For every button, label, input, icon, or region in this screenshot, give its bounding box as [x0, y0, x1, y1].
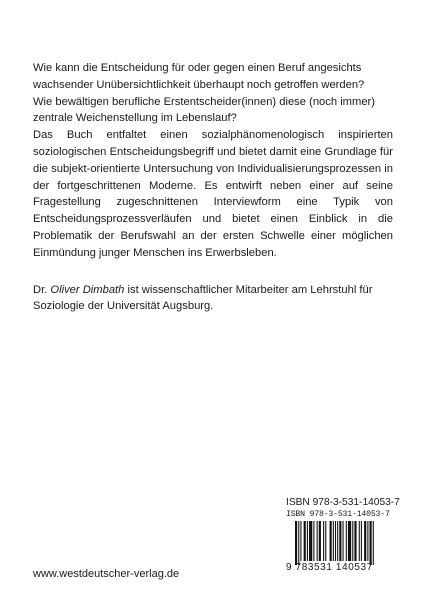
barcode-bar — [359, 521, 360, 561]
barcode-bar — [319, 521, 321, 561]
barcode-bar — [304, 521, 306, 561]
question-2: Wie bewältigen berufliche Erstentscheider(innen) diese (noch immer) zentrale Weichenstellung im Lebenslauf? — [33, 95, 375, 125]
barcode-bar — [298, 521, 299, 565]
barcode-bar — [370, 521, 372, 565]
barcode-bar — [335, 521, 336, 561]
barcode-bar — [343, 521, 344, 561]
barcode-bar — [373, 521, 374, 565]
barcode-bar — [339, 521, 341, 561]
barcode-bar — [325, 521, 326, 561]
author-prefix: Dr. — [33, 283, 51, 296]
blurb — [33, 60, 393, 315]
barcode-bar — [337, 521, 338, 561]
barcode-bar — [333, 521, 334, 561]
author-bio — [33, 282, 393, 316]
book-description: Das Buch entfaltet einen sozialphänomenologisch inspirierten soziologischen Entscheidungsbegriff und bietet damit eine Grundlage für die subjekt-orientierte Untersuchung von Individualisierungsprozessen in der fortgeschrittenen Moderne. Es entwirft neben einer auf seine Fragestellung zugeschnittenen Interviewform eine Typik von Entscheidungsprozessverläufen und bietet einen Einblick in die Problematik der Berufswahl an der ersten Schwelle einer möglichen Einmündung junger Menschen ins Erwerbsleben. — [33, 129, 393, 259]
barcode-digits: 9 783531 140537 — [286, 562, 373, 573]
barcode-bar — [354, 521, 356, 561]
barcode-bar — [300, 521, 301, 561]
barcode-bar — [323, 521, 324, 561]
author-bio-text: ist wissenschaftlicher Mitarbeiter am Lehrstuhl für Soziologie der Universität Augsburg. — [33, 283, 373, 313]
barcode-bar — [330, 521, 332, 561]
barcode-bar — [352, 521, 353, 561]
barcode-bar — [364, 521, 366, 561]
barcode-bar — [346, 521, 347, 561]
author-name: Oliver Dimbath — [50, 283, 125, 296]
barcode-bar — [309, 521, 312, 561]
question-1: Wie kann die Entscheidung für oder gegen einen Beruf angesichts wachsender Unübersichtlichkeit überhaupt noch getroffen werden? — [33, 62, 365, 91]
barcode-bar — [361, 521, 362, 561]
barcode-icon — [286, 521, 398, 567]
barcode-bar — [313, 521, 314, 561]
barcode-bar — [295, 521, 297, 565]
barcode-bar — [367, 521, 368, 561]
publisher-website: www.westdeutscher-verlag.de — [33, 568, 180, 580]
isbn-mono-label: ISBN 978-3-531-14053-7 — [286, 510, 390, 519]
isbn-barcode-block — [286, 496, 398, 578]
barcode-bar — [307, 521, 308, 561]
barcode-bar — [348, 521, 351, 561]
barcode-bar — [317, 521, 318, 561]
isbn-label: ISBN 978-3-531-14053-7 — [286, 497, 400, 508]
